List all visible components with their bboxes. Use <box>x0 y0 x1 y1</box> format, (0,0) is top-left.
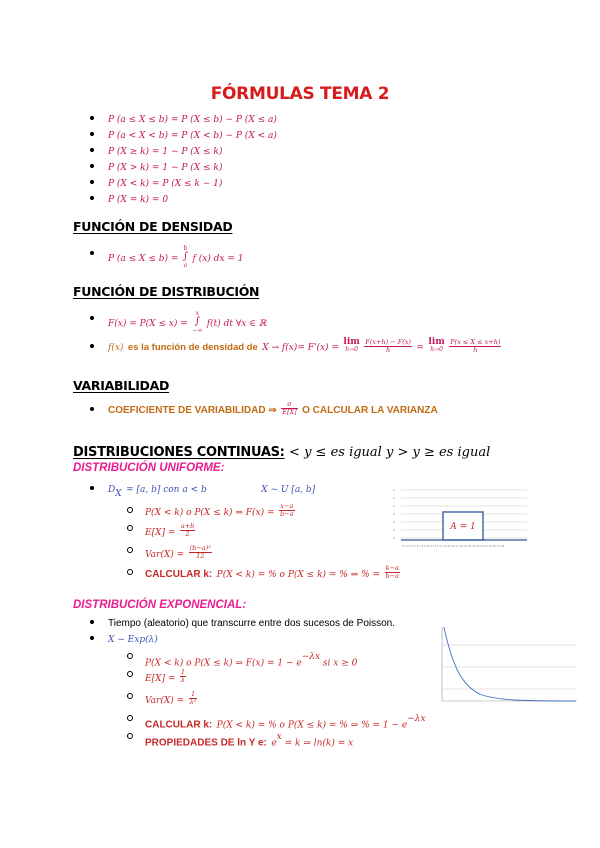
list-item: P (X = k) = 0 <box>90 190 277 206</box>
fraction: $\frac{P(x \le X \le x+h)}{h}$ <box>450 337 501 354</box>
list-item: f(x) es la función de densidad de X → f(x)= F'(x) = lim h→0 $\frac{F(x+h) - F(x)}{h}$ = lim h→0 $\frac{P(x \le X \le x+h)}{h}$ <box>90 338 501 354</box>
list-item: P (X > k) = 1 − P (X ≤ k) <box>90 158 277 174</box>
uniform-area-label: A = 1 <box>450 522 476 532</box>
list-item: Var(X) = $\frac{1}{\text{λ²}}$ <box>127 688 426 710</box>
list-item: P(X < k) o P(X ≤ k) ⇒ $F(x) = 1 - e^{-\lambda x}$ si x ≥ 0 <box>127 648 426 666</box>
basic-formula-list <box>90 110 277 206</box>
exponential-distribution-chart <box>436 625 578 705</box>
fraction: $\frac{1}{\text{λ²}}$ <box>189 690 197 707</box>
svg-text:·: · <box>436 687 437 691</box>
svg-text:0 1 2 3 4 5 6 7 8 9 10 11 12 1: 0 1 2 3 4 5 6 7 8 9 10 11 12 13 14 15 16 17 18 19 20 21 22 23 24 25 26 27 28 <box>402 545 505 548</box>
fraction: $\frac{k-a}{b-a}$ <box>385 564 399 581</box>
svg-text:·: · <box>436 665 437 669</box>
list-item: F(x) = P(X ≤ x) = x ∫ −∞ f(t) dt ∀x ∈ ℝ <box>90 310 501 326</box>
continuous-heading-row <box>73 443 490 461</box>
fraction: $\frac{a+b}{2}$ <box>180 522 195 539</box>
distribution-list <box>90 310 501 354</box>
list-item: Tiempo (aleatorio) que transcurre entre dos sucesos de Poisson. <box>90 614 395 630</box>
list-item: P (a < X < b) = P (X < b) − P (X < a) <box>90 126 277 142</box>
fraction: $\frac{\text{(b−a)²}}{12}$ <box>189 544 211 561</box>
list-item: P(X < k) o P(X ≤ k) ⇒ F(x) = $\frac{x-a}{b-a}$ <box>127 502 400 520</box>
list-item: PROPIEDADES DE ln Y e: $e^x = k$ ⇒ ln(k) = x <box>127 728 426 746</box>
variability-list <box>90 401 438 417</box>
fraction: $\frac{1}{\lambda}$ <box>180 668 185 685</box>
list-item: P (X < k) = P (X ≤ k − 1) <box>90 174 277 190</box>
exponential-heading: DISTRIBUCIÓN EXPONENCIAL: <box>73 599 247 611</box>
density-heading: FUNCIÓN DE DENSIDAD <box>73 219 233 234</box>
fraction: $\frac{F(x+h) - F(x)}{h}$ <box>365 337 411 354</box>
uniform-list <box>90 480 316 500</box>
fraction: $\frac{\sigma}{E[X]}$ <box>282 400 297 417</box>
list-item: X ~ Exp(λ) <box>90 630 395 646</box>
limit-symbol: lim h→0 <box>343 337 360 353</box>
list-item: P (X ≥ k) = 1 − P (X ≤ k) <box>90 142 277 158</box>
list-item: E[X] = $\frac{1}{\lambda}$ <box>127 666 426 688</box>
integral-symbol: b ∫ a <box>182 245 189 269</box>
limit-symbol: lim h→0 <box>428 337 445 353</box>
uniform-sub-list <box>127 502 400 582</box>
uniform-distribution-chart <box>393 486 528 550</box>
page-title: FÓRMULAS TEMA 2 <box>210 84 390 104</box>
density-list <box>90 245 244 269</box>
svg-text:0: 0 <box>393 512 395 516</box>
integral-symbol: x ∫ −∞ <box>192 310 203 334</box>
list-item: $D_X = [a$, b] con a < b X ~ U [a, b] <box>90 480 315 496</box>
svg-text:1: 1 <box>393 488 395 492</box>
exponential-list <box>90 614 395 646</box>
svg-text:1: 1 <box>393 504 395 508</box>
exponential-sub-list <box>127 648 426 749</box>
svg-text:0: 0 <box>393 520 395 524</box>
svg-text:0: 0 <box>393 528 395 532</box>
list-item: Var(X) = $\frac{\text{(b−a)²}}{12}$ <box>127 542 400 564</box>
fraction: $\frac{x-a}{b-a}$ <box>280 502 294 519</box>
continuous-heading-tail: < y ≤ es igual y > y ≥ es igual <box>289 445 491 460</box>
list-item: COEFICIENTE DE VARIABILIDAD ⇒ $\frac{\sigma}{E[X]}$ O CALCULAR LA VARIANZA <box>90 401 438 417</box>
continuous-heading: DISTRIBUCIONES CONTINUAS: <box>73 445 285 460</box>
svg-text:0: 0 <box>393 536 395 540</box>
exponential-density-curve <box>444 627 576 701</box>
svg-text:1: 1 <box>393 496 395 500</box>
distribution-heading: FUNCIÓN DE DISTRIBUCIÓN <box>73 284 260 299</box>
uniform-heading: DISTRIBUCIÓN UNIFORME: <box>73 462 225 474</box>
variability-heading: VARIABILIDAD <box>73 378 170 393</box>
svg-text:·: · <box>436 643 437 647</box>
list-item: E[X] = $\frac{a+b}{2}$ <box>127 520 400 542</box>
list-item: P (a ≤ X ≤ b) = P (X ≤ b) − P (X ≤ a) <box>90 110 277 126</box>
list-item: CALCULAR k: P(X < k) = % o P(X ≤ k) = % ⇒ % = $1 - e^{-\lambda x}$ <box>127 710 426 728</box>
list-item: CALCULAR k: P(X < k) = % o P(X ≤ k) = % ⇒ % = $\frac{k-a}{b-a}$ <box>127 564 400 582</box>
list-item: P (a ≤ X ≤ b) = b ∫ a f (x) dx = 1 <box>90 245 244 261</box>
